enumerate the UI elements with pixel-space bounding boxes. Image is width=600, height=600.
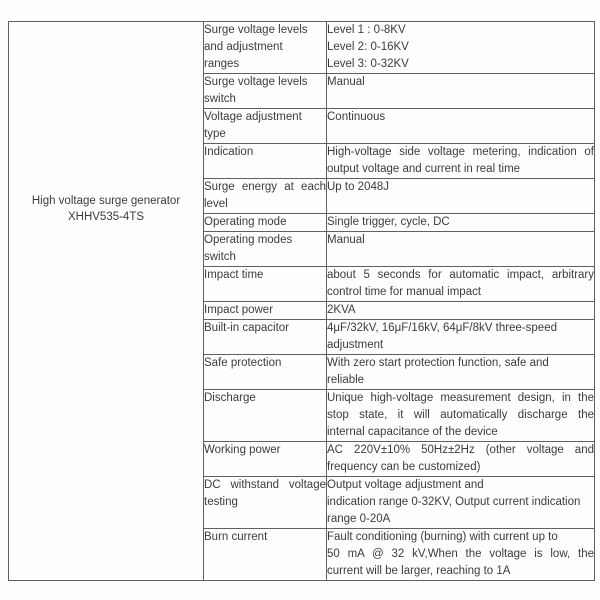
text-line: current will be larger, reaching to 1A bbox=[327, 565, 511, 577]
text-line: reliable bbox=[327, 374, 365, 386]
text-line: With zero start protection function, safe and bbox=[327, 357, 549, 369]
text-line: indication range 0-32KV, Output current indication bbox=[327, 496, 581, 508]
text-line: type bbox=[204, 128, 226, 140]
spec-table bbox=[8, 21, 595, 581]
parameter-cell bbox=[204, 442, 327, 477]
parameter-cell bbox=[204, 302, 327, 320]
text-line: Discharge bbox=[204, 392, 256, 404]
text-line: Voltage adjustment bbox=[204, 111, 302, 123]
text-line: Level 3: 0-32KV bbox=[327, 58, 409, 70]
text-line: Level 1 : 0-8KV bbox=[327, 24, 406, 36]
product-model: XHHV535-4TS bbox=[67, 211, 145, 223]
text-line: adjustment bbox=[327, 339, 384, 351]
text-line: Indication bbox=[204, 146, 254, 158]
value-cell bbox=[327, 144, 595, 179]
parameter-cell bbox=[204, 144, 327, 179]
value-cell bbox=[327, 302, 595, 320]
value-cell bbox=[327, 232, 595, 267]
value-cell bbox=[327, 390, 595, 442]
text-line: Manual bbox=[327, 76, 365, 88]
text-line: Unique high-voltage measurement design, in the bbox=[327, 392, 594, 404]
text-line: range 0-20A bbox=[327, 513, 391, 525]
value-cell bbox=[327, 267, 595, 302]
text-line: output voltage and current in real time bbox=[327, 163, 521, 175]
text-line: Surge voltage levels bbox=[204, 24, 308, 36]
value-cell bbox=[327, 74, 595, 109]
text-line: AC 220V±10% 50Hz±2Hz (other voltage and bbox=[327, 444, 594, 456]
text-line: Operating mode bbox=[204, 216, 287, 228]
value-cell bbox=[327, 442, 595, 477]
text-line: control time for manual impact bbox=[327, 286, 482, 298]
value-cell bbox=[327, 320, 595, 355]
parameter-cell bbox=[204, 74, 327, 109]
text-line: testing bbox=[204, 496, 238, 508]
text-line: level bbox=[204, 198, 228, 210]
value-cell bbox=[327, 214, 595, 232]
value-cell bbox=[327, 179, 595, 214]
text-line: Burn current bbox=[204, 531, 268, 543]
text-line: 2KVA bbox=[327, 304, 356, 316]
parameter-cell bbox=[204, 214, 327, 232]
product-name: High voltage surge generator bbox=[31, 195, 181, 207]
value-cell bbox=[327, 355, 595, 390]
text-line: Level 2: 0-16KV bbox=[327, 41, 409, 53]
text-line: Single trigger, cycle, DC bbox=[327, 216, 450, 228]
text-line: and adjustment bbox=[204, 41, 283, 53]
value-cell bbox=[327, 22, 595, 74]
text-line: Operating modes bbox=[204, 234, 293, 246]
text-line: 50 mA @ 32 kV,When the voltage is low, the bbox=[327, 548, 594, 560]
text-line: switch bbox=[204, 93, 236, 105]
product-name-block bbox=[9, 193, 203, 225]
parameter-cell bbox=[204, 232, 327, 267]
product-name-cell bbox=[9, 22, 204, 581]
text-line: about 5 seconds for automatic impact, arbitrary bbox=[327, 269, 594, 281]
text-line: Manual bbox=[327, 234, 365, 246]
text-line: Working power bbox=[204, 444, 281, 456]
parameter-cell bbox=[204, 390, 327, 442]
text-line: High-voltage side voltage metering, indication of bbox=[327, 146, 594, 158]
text-line: internal capacitance of the device bbox=[327, 426, 498, 438]
parameter-cell bbox=[204, 22, 327, 74]
parameter-cell bbox=[204, 477, 327, 529]
text-line: DC withstand voltage bbox=[204, 479, 326, 491]
value-cell bbox=[327, 529, 595, 581]
text-line: Fault conditioning (burning) with current up to bbox=[327, 531, 558, 543]
text-line: Output voltage adjustment and bbox=[327, 479, 484, 491]
text-line: switch bbox=[204, 251, 236, 263]
text-line: 4μF/32kV, 16μF/16kV, 64μF/8kV three-speed bbox=[327, 322, 557, 334]
text-line: frequency can be customized) bbox=[327, 461, 481, 473]
text-line: ranges bbox=[204, 58, 240, 70]
parameter-cell bbox=[204, 529, 327, 581]
parameter-cell bbox=[204, 267, 327, 302]
text-line: stop state, it will automatically discharge the bbox=[327, 409, 594, 421]
text-line: Surge voltage levels bbox=[204, 76, 308, 88]
text-line: Safe protection bbox=[204, 357, 282, 369]
text-line: Impact power bbox=[204, 304, 274, 316]
text-line: Built-in capacitor bbox=[204, 322, 290, 334]
parameter-cell bbox=[204, 320, 327, 355]
text-line: Surge energy at each bbox=[204, 181, 326, 193]
parameter-cell bbox=[204, 109, 327, 144]
text-line: Up to 2048J bbox=[327, 181, 390, 193]
parameter-cell bbox=[204, 355, 327, 390]
text-line: Impact time bbox=[204, 269, 264, 281]
value-cell bbox=[327, 109, 595, 144]
table-row bbox=[9, 22, 595, 74]
spec-table-body bbox=[9, 22, 595, 581]
text-line: Continuous bbox=[327, 111, 386, 123]
value-cell bbox=[327, 477, 595, 529]
parameter-cell bbox=[204, 179, 327, 214]
